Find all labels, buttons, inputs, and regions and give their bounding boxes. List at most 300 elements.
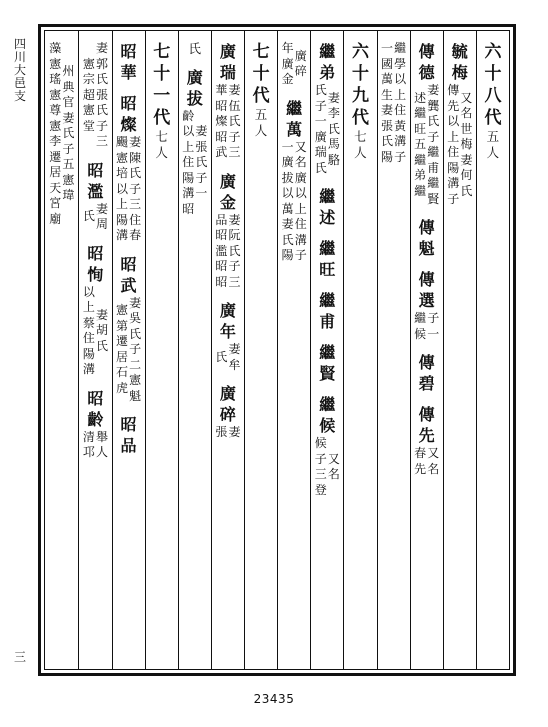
annotation-left bbox=[83, 430, 95, 461]
char: 氏 bbox=[82, 209, 95, 224]
annotation bbox=[215, 213, 240, 291]
generation-heading bbox=[253, 41, 270, 107]
char: 三 bbox=[228, 145, 241, 159]
annotation-left bbox=[282, 140, 294, 264]
char: 憲 bbox=[129, 373, 142, 387]
annotation-left bbox=[182, 109, 194, 218]
annotation-left bbox=[414, 446, 426, 477]
char: 旺 bbox=[319, 260, 336, 279]
char: 一 bbox=[195, 186, 208, 200]
char: 世 bbox=[460, 121, 473, 136]
char: 妻 bbox=[129, 135, 142, 149]
char: 昭 bbox=[215, 228, 228, 242]
char: 瑋 bbox=[62, 188, 75, 203]
person-name bbox=[121, 41, 137, 83]
char: 武 bbox=[215, 145, 228, 159]
char: 三 bbox=[314, 467, 327, 481]
text-column bbox=[377, 31, 410, 669]
char: 溝 bbox=[447, 176, 460, 190]
char: 德 bbox=[418, 63, 435, 82]
char: 一 bbox=[281, 139, 294, 154]
annotation-right bbox=[228, 425, 240, 441]
char: 住 bbox=[129, 212, 142, 227]
char: 三 bbox=[228, 274, 241, 289]
char: 一 bbox=[427, 326, 440, 341]
char: 八 bbox=[484, 86, 502, 106]
person-name bbox=[319, 41, 335, 83]
char: 先 bbox=[418, 426, 435, 445]
char: 繼 bbox=[414, 106, 427, 121]
annotation-left bbox=[83, 209, 95, 225]
char: 憲 bbox=[116, 303, 129, 318]
char: 瑤 bbox=[49, 72, 62, 86]
char: 住 bbox=[394, 103, 407, 117]
char: 傳 bbox=[418, 353, 435, 372]
person-name bbox=[121, 93, 137, 135]
annotation-left bbox=[282, 41, 294, 88]
char: 遷 bbox=[116, 334, 129, 349]
char: 廣 bbox=[219, 171, 236, 191]
char: 繼 bbox=[427, 176, 440, 190]
char: 濫 bbox=[215, 243, 228, 258]
char: 學 bbox=[394, 56, 407, 71]
text-column bbox=[343, 31, 376, 669]
char: 又 bbox=[294, 139, 307, 154]
char: 尊 bbox=[49, 103, 62, 117]
char: 廟 bbox=[49, 211, 62, 226]
char: 第 bbox=[116, 318, 129, 333]
char: 李 bbox=[49, 134, 62, 148]
char: 典 bbox=[62, 79, 75, 94]
char: 牟 bbox=[228, 357, 241, 372]
char: 胡 bbox=[95, 323, 108, 338]
char: 昭 bbox=[120, 42, 137, 61]
char: 傳 bbox=[447, 83, 460, 97]
char: 萬 bbox=[281, 201, 294, 216]
char: 阮 bbox=[228, 228, 241, 242]
char: 五 bbox=[414, 137, 427, 152]
annotation bbox=[215, 83, 240, 161]
char: 賢 bbox=[319, 364, 336, 383]
char: 氏 bbox=[215, 349, 228, 364]
char: 何 bbox=[460, 168, 473, 183]
char: 拔 bbox=[281, 170, 294, 185]
char: 十 bbox=[252, 64, 270, 84]
char: 廣 bbox=[314, 129, 327, 144]
char: 代 bbox=[252, 86, 270, 106]
char: 陽 bbox=[281, 248, 294, 262]
char: 七 bbox=[354, 129, 367, 144]
char: 子 bbox=[129, 342, 142, 356]
annotation bbox=[116, 135, 141, 244]
annotation-right bbox=[62, 64, 74, 204]
annotation-right bbox=[228, 342, 240, 373]
annotation-left bbox=[116, 303, 128, 396]
char: 五 bbox=[254, 107, 268, 122]
char: 氏 bbox=[95, 338, 108, 353]
annotation-right bbox=[96, 308, 108, 355]
char: 氏 bbox=[195, 155, 208, 169]
annotation bbox=[282, 140, 307, 264]
char: 候 bbox=[319, 416, 336, 435]
person-name bbox=[419, 352, 435, 394]
char: 子 bbox=[314, 98, 327, 113]
char: 十 bbox=[153, 64, 171, 84]
char: 品 bbox=[120, 436, 137, 455]
char: 名 bbox=[327, 467, 340, 481]
char: 名 bbox=[427, 461, 440, 476]
note-text bbox=[255, 107, 268, 138]
char: 旺 bbox=[414, 121, 427, 136]
char: 以 bbox=[294, 186, 307, 200]
char: 張 bbox=[95, 87, 108, 102]
note-text bbox=[487, 129, 500, 160]
annotation-right bbox=[129, 296, 141, 405]
person-name bbox=[220, 383, 236, 425]
char: 以 bbox=[182, 124, 195, 138]
char: 陽 bbox=[381, 149, 394, 164]
char: 氏 bbox=[228, 243, 241, 258]
char: 廣 bbox=[186, 67, 203, 87]
text-column bbox=[277, 31, 310, 669]
char: 憲 bbox=[49, 56, 62, 71]
char: 三 bbox=[129, 197, 142, 211]
char: 溝 bbox=[182, 186, 195, 200]
text-column bbox=[78, 31, 111, 669]
char: 虎 bbox=[116, 380, 129, 395]
char: 陳 bbox=[129, 150, 142, 165]
char: 一 bbox=[314, 114, 327, 128]
char: 廣 bbox=[294, 48, 307, 63]
char: 人 bbox=[254, 122, 268, 138]
annotation-left bbox=[315, 83, 327, 176]
char: 齡 bbox=[87, 409, 104, 429]
char: 繼 bbox=[427, 145, 440, 159]
char: 邛 bbox=[82, 445, 95, 459]
char: 武 bbox=[120, 275, 137, 295]
annotation-left bbox=[381, 41, 393, 165]
person-name bbox=[121, 414, 137, 456]
char: 甫 bbox=[319, 312, 336, 331]
annotation-left bbox=[116, 135, 128, 244]
annotation bbox=[49, 41, 74, 227]
char: 妻 bbox=[228, 425, 241, 439]
char: 妻 bbox=[281, 217, 294, 231]
char: 子 bbox=[394, 149, 407, 164]
char: 廣 bbox=[294, 170, 307, 185]
char: 妻 bbox=[228, 212, 241, 227]
char: 氏 bbox=[314, 160, 327, 175]
char: 黃 bbox=[394, 118, 407, 133]
text-column bbox=[112, 31, 145, 669]
char: 繼 bbox=[394, 41, 407, 55]
char: 住 bbox=[447, 145, 460, 159]
note-text bbox=[354, 129, 367, 160]
char: 品 bbox=[215, 212, 228, 227]
annotation-right bbox=[427, 311, 439, 342]
char: 廣 bbox=[281, 56, 294, 71]
char: 述 bbox=[414, 90, 427, 105]
char: 梅 bbox=[451, 63, 468, 82]
char: 恂 bbox=[87, 264, 104, 284]
char: 春 bbox=[414, 446, 427, 460]
char: 郭 bbox=[95, 56, 108, 71]
char: 上 bbox=[182, 139, 195, 154]
person-name bbox=[121, 254, 137, 296]
annotation-right bbox=[129, 135, 141, 244]
text-column bbox=[244, 31, 277, 669]
annotation-right bbox=[295, 49, 307, 80]
char: 氏 bbox=[62, 126, 75, 141]
char: 繼 bbox=[319, 343, 336, 362]
person-name bbox=[419, 404, 435, 446]
char: 人 bbox=[354, 144, 367, 160]
char: 住 bbox=[82, 331, 95, 345]
annotation bbox=[215, 342, 240, 373]
char: 妻 bbox=[95, 41, 108, 55]
char: 傳 bbox=[418, 42, 435, 61]
char: 妻 bbox=[460, 152, 473, 167]
char: 昭 bbox=[120, 94, 137, 113]
char: 天 bbox=[49, 180, 62, 195]
char: 超 bbox=[82, 87, 95, 102]
char: 金 bbox=[281, 72, 294, 86]
person-name bbox=[319, 394, 335, 436]
char: 堂 bbox=[82, 118, 95, 133]
char: 五 bbox=[62, 157, 75, 172]
char: 子 bbox=[427, 311, 440, 325]
page-number: 23435 bbox=[253, 692, 295, 706]
char: 吳 bbox=[129, 311, 142, 325]
char: 昭 bbox=[182, 201, 195, 216]
char: 弟 bbox=[414, 168, 427, 183]
char: 龔 bbox=[427, 98, 440, 113]
annotation-left bbox=[215, 350, 227, 366]
char: 舉 bbox=[95, 429, 108, 444]
person-name bbox=[419, 41, 435, 83]
char: 賢 bbox=[427, 191, 440, 206]
person-name bbox=[319, 342, 335, 384]
person-name bbox=[87, 160, 103, 202]
char: 妻 bbox=[381, 103, 394, 117]
char: 妻 bbox=[95, 201, 108, 216]
char: 清 bbox=[82, 429, 95, 444]
char: 溝 bbox=[82, 362, 95, 376]
char: 碎 bbox=[294, 64, 307, 79]
person-name bbox=[319, 186, 335, 228]
char: 齡 bbox=[182, 108, 195, 123]
char: 子 bbox=[294, 248, 307, 262]
char: 憲 bbox=[49, 118, 62, 133]
annotation bbox=[215, 425, 240, 441]
char: 廣 bbox=[281, 155, 294, 169]
note-text bbox=[155, 129, 168, 160]
char: 候 bbox=[314, 436, 327, 450]
annotation-right bbox=[427, 446, 439, 477]
char: 瑞 bbox=[219, 63, 236, 82]
char: 傳 bbox=[418, 270, 435, 289]
char: 繼 bbox=[414, 311, 427, 325]
char: 華 bbox=[215, 83, 228, 97]
char: 宮 bbox=[49, 196, 62, 210]
annotation-left bbox=[447, 83, 459, 207]
char: 以 bbox=[281, 186, 294, 200]
char: 魁 bbox=[129, 388, 142, 403]
annotation-right bbox=[96, 41, 108, 150]
char: 子 bbox=[427, 129, 440, 144]
char: 憲 bbox=[62, 172, 75, 187]
generation-heading bbox=[352, 41, 369, 129]
char: 華 bbox=[120, 63, 137, 82]
char: 以 bbox=[394, 72, 407, 86]
char: 伍 bbox=[228, 98, 241, 113]
annotation bbox=[83, 430, 108, 461]
generation-heading bbox=[153, 41, 170, 129]
char: 燦 bbox=[215, 114, 228, 128]
char: 魁 bbox=[418, 239, 435, 258]
char: 繼 bbox=[319, 187, 336, 206]
char: 陽 bbox=[182, 170, 195, 185]
char: 繼 bbox=[319, 42, 336, 61]
char: 先 bbox=[414, 461, 427, 476]
char: 先 bbox=[447, 98, 460, 113]
char: 繼 bbox=[319, 291, 336, 310]
char: 氏 bbox=[129, 326, 142, 341]
char: 駱 bbox=[327, 152, 340, 167]
char: 又 bbox=[427, 446, 440, 460]
char: 氏 bbox=[427, 114, 440, 128]
char: 上 bbox=[394, 87, 407, 102]
char: 氏 bbox=[381, 134, 394, 148]
char: 繼 bbox=[319, 239, 336, 258]
char: 氏 bbox=[95, 72, 108, 86]
char: 妻 bbox=[327, 90, 340, 105]
char: 七 bbox=[155, 129, 168, 144]
char: 昭 bbox=[215, 129, 228, 144]
char: 繼 bbox=[319, 395, 336, 414]
generation-heading bbox=[484, 41, 501, 129]
char: 人 bbox=[155, 144, 168, 160]
char: 代 bbox=[484, 108, 502, 128]
annotation bbox=[83, 202, 108, 233]
char: 五 bbox=[486, 129, 500, 144]
char: 碧 bbox=[418, 374, 435, 393]
char: 人 bbox=[486, 144, 500, 160]
char: 名 bbox=[460, 106, 473, 121]
person-name bbox=[220, 300, 236, 342]
char: 碎 bbox=[219, 405, 236, 424]
char: 燦 bbox=[120, 115, 137, 134]
char: 妻 bbox=[427, 83, 440, 97]
char: 住 bbox=[182, 155, 195, 169]
person-name bbox=[419, 217, 435, 259]
char: 選 bbox=[418, 291, 435, 310]
char: 傳 bbox=[418, 218, 435, 237]
person-name bbox=[319, 238, 335, 280]
char: 國 bbox=[381, 56, 394, 71]
annotation-left bbox=[414, 91, 426, 200]
char: 昭 bbox=[87, 160, 104, 180]
text-column bbox=[145, 31, 178, 669]
person-name bbox=[187, 67, 203, 109]
char: 遷 bbox=[49, 149, 62, 164]
annotation-right bbox=[295, 140, 307, 264]
char: 七 bbox=[252, 42, 270, 62]
char: 廣 bbox=[219, 42, 236, 61]
char: 妻 bbox=[129, 295, 142, 310]
annotation bbox=[414, 83, 439, 207]
char: 子 bbox=[195, 170, 208, 185]
char: 毓 bbox=[451, 42, 468, 61]
char: 氏 bbox=[281, 232, 294, 247]
char: 登 bbox=[314, 482, 327, 497]
char: 子 bbox=[129, 181, 142, 196]
char: 妻 bbox=[95, 307, 108, 322]
char: 宗 bbox=[82, 72, 95, 86]
text-frame bbox=[44, 30, 510, 670]
annotation bbox=[414, 311, 439, 342]
char: 十 bbox=[484, 64, 502, 84]
text-column bbox=[178, 31, 211, 669]
char: 二 bbox=[129, 357, 142, 372]
char: 培 bbox=[116, 166, 129, 180]
person-name bbox=[452, 41, 468, 83]
char: 藻 bbox=[49, 41, 62, 55]
char: 昭 bbox=[215, 274, 228, 289]
char: 一 bbox=[153, 86, 171, 106]
person-name bbox=[87, 243, 103, 285]
margin-title: 四川大邑支 bbox=[13, 37, 26, 103]
annotation-left bbox=[49, 41, 61, 227]
char: 生 bbox=[381, 87, 394, 102]
char: 子 bbox=[447, 191, 460, 206]
char: 氏 bbox=[460, 183, 473, 198]
char: 子 bbox=[228, 129, 241, 144]
char: 年 bbox=[219, 322, 236, 341]
annotation bbox=[182, 109, 207, 218]
char: 氏 bbox=[95, 103, 108, 117]
char: 九 bbox=[351, 86, 369, 106]
char: 上 bbox=[294, 201, 307, 216]
annotation-left bbox=[215, 213, 227, 291]
char: 妻 bbox=[228, 83, 241, 97]
annotation-left bbox=[414, 311, 426, 342]
char: 廣 bbox=[219, 301, 236, 320]
char: 氏 bbox=[314, 83, 327, 97]
annotation-left bbox=[215, 83, 227, 161]
annotation bbox=[83, 285, 108, 378]
char: 濫 bbox=[87, 181, 104, 201]
char: 憲 bbox=[82, 56, 95, 71]
char: 一 bbox=[381, 41, 394, 55]
annotation-right bbox=[460, 91, 472, 200]
char: 繼 bbox=[414, 152, 427, 167]
annotation-right bbox=[96, 430, 108, 461]
char: 妻 bbox=[228, 342, 241, 356]
char: 瑞 bbox=[314, 145, 327, 159]
char: 周 bbox=[95, 217, 108, 231]
char: 人 bbox=[95, 445, 108, 459]
person-name bbox=[319, 290, 335, 332]
annotation-right bbox=[195, 124, 207, 202]
person-name bbox=[220, 41, 236, 83]
char: 代 bbox=[153, 108, 171, 128]
char: 張 bbox=[215, 425, 228, 439]
char: 弟 bbox=[319, 63, 336, 82]
char: 氏 bbox=[228, 114, 241, 128]
char: 州 bbox=[62, 64, 75, 79]
person-name bbox=[286, 98, 302, 140]
